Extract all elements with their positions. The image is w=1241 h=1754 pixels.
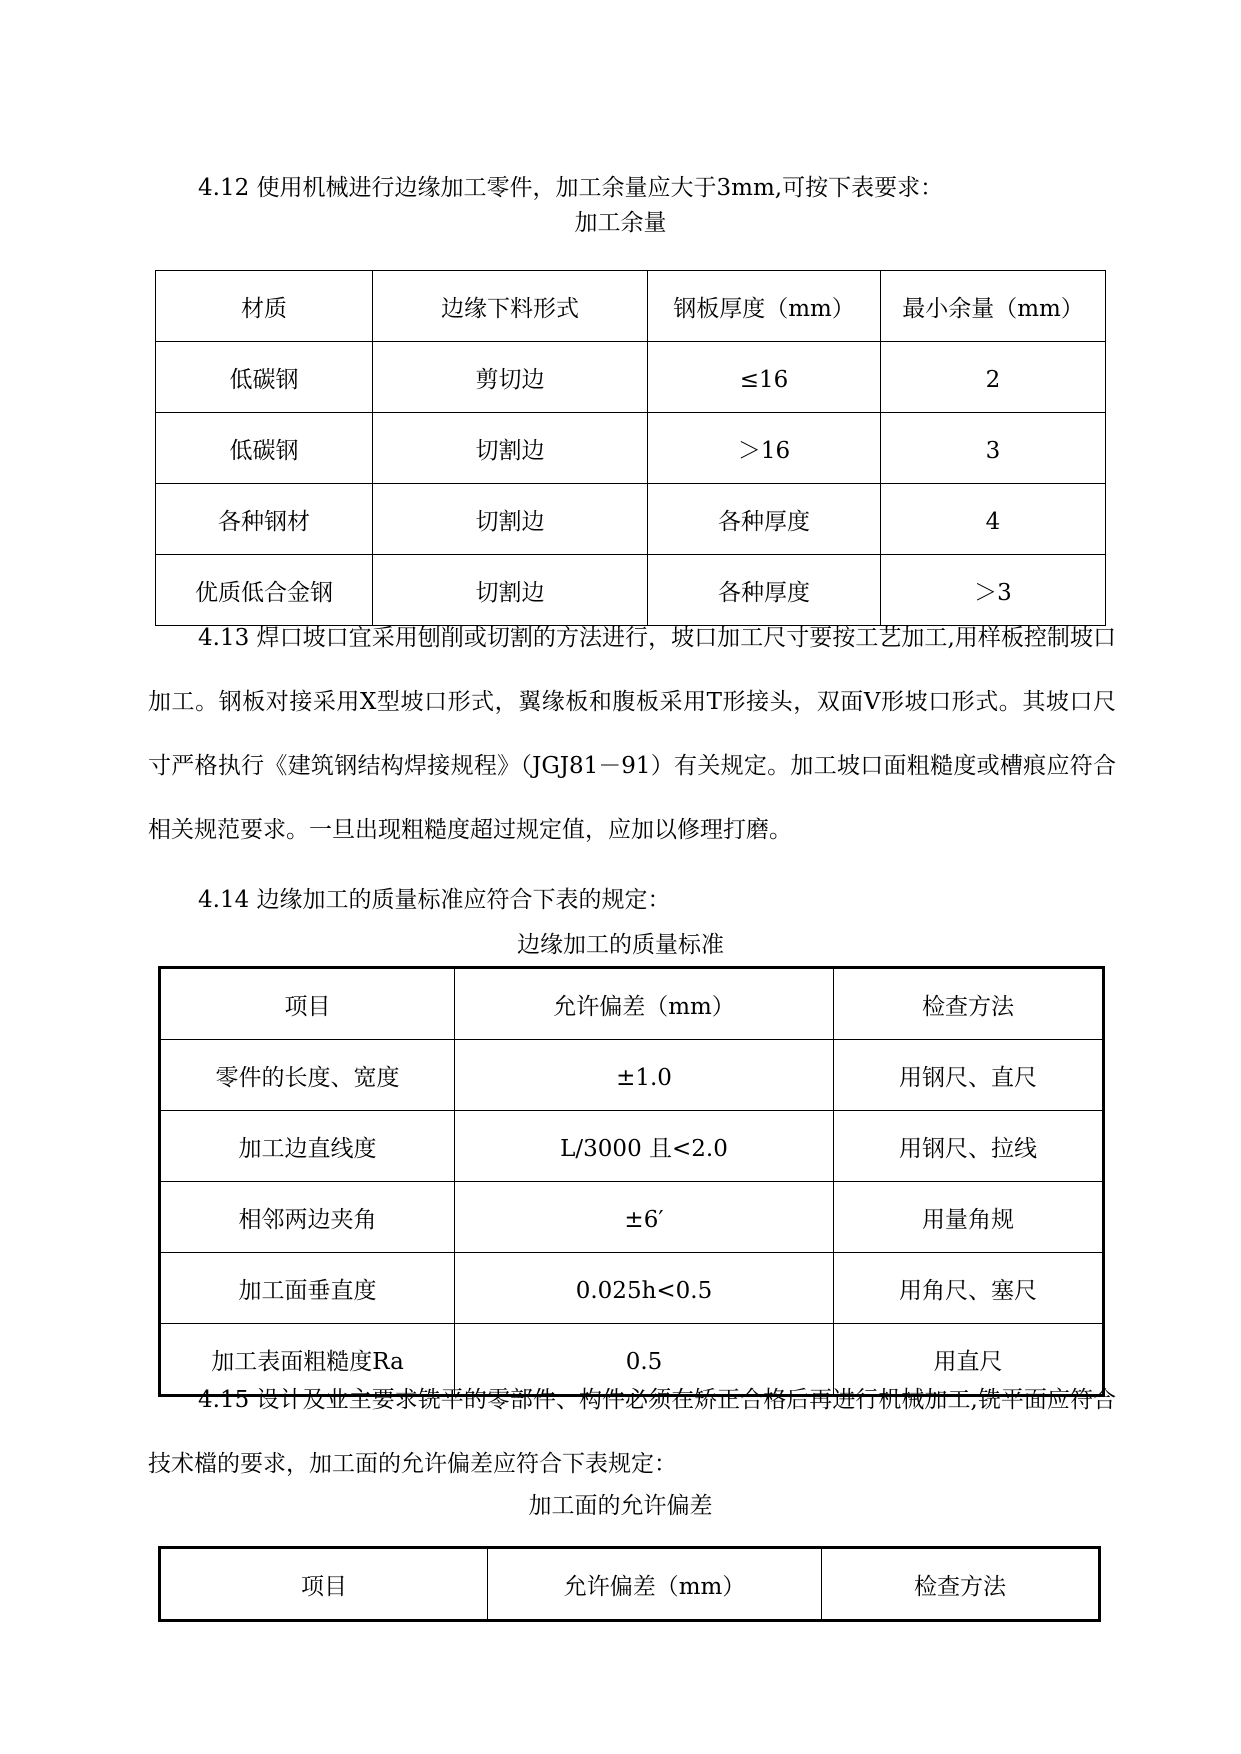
table3-header-cell: 项目: [160, 1548, 488, 1621]
table1-header-cell: 材质: [156, 271, 373, 342]
machined-surface-tolerance-table: [158, 1546, 1101, 1622]
table-cell: 用量角规: [834, 1182, 1104, 1253]
table-cell: 用角尺、塞尺: [834, 1253, 1104, 1324]
table3-header-row: [160, 1548, 1100, 1621]
table-cell: ＞16: [648, 413, 881, 484]
table-cell: 相邻两边夹角: [160, 1182, 455, 1253]
table-cell: 0.025h<0.5: [455, 1253, 834, 1324]
table3-caption: 加工面的允许偏差: [528, 1493, 713, 1519]
table2-header-cell: 项目: [160, 968, 455, 1040]
table-cell: ±1.0: [455, 1040, 834, 1111]
table-row: [160, 1253, 1104, 1324]
table-cell: 剪切边: [373, 342, 648, 413]
table-cell: 各种厚度: [648, 484, 881, 555]
table-cell: 零件的长度、宽度: [160, 1040, 455, 1111]
section-4-14-text: 4.14 边缘加工的质量标准应符合下表的规定：: [198, 887, 671, 913]
table-cell: 优质低合金钢: [156, 555, 373, 626]
table-cell: 低碳钢: [156, 342, 373, 413]
table1-header-cell: 边缘下料形式: [373, 271, 648, 342]
machining-allowance-table: [155, 270, 1106, 626]
section-4-12-text: 4.12 使用机械进行边缘加工零件，加工余量应大于3mm,可按下表要求：: [198, 175, 944, 201]
table1-header-row: [156, 271, 1106, 342]
table-row: [156, 484, 1106, 555]
table-cell: 4: [881, 484, 1106, 555]
table-row: [156, 413, 1106, 484]
table2-caption: 边缘加工的质量标准: [517, 932, 724, 958]
table-cell: 切割边: [373, 484, 648, 555]
section-4-13-text: 4.13 焊口坡口宜采用刨削或切割的方法进行，坡口加工尺寸要按工艺加工,用样板控制坡口加工。钢板对接采用X型坡口形式，翼缘板和腹板采用T形接头，双面V形坡口形式。其坡口尺寸严格执行《建筑钢结构焊接规程》（JGJ81－91）有关规定。加工坡口面粗糙度或槽痕应符合相关规范要求。一旦出现粗糙度超过规定值，应加以修理打磨。: [148, 625, 1116, 843]
section-4-15-text: 4.15 设计及业主要求铣平的零部件、构件必须在矫正合格后再进行机械加工,铣平面应符合技术檔的要求，加工面的允许偏差应符合下表规定：: [148, 1387, 1116, 1477]
table2-header-cell: 检查方法: [834, 968, 1104, 1040]
table1-header-cell: 最小余量（mm）: [881, 271, 1106, 342]
table-cell: 加工表面粗糙度Ra: [160, 1324, 455, 1396]
table1-header-cell: 钢板厚度（mm）: [648, 271, 881, 342]
table-cell: 低碳钢: [156, 413, 373, 484]
table2-header-row: [160, 968, 1104, 1040]
table-cell: ≤16: [648, 342, 881, 413]
table-row: [160, 1040, 1104, 1111]
table3-header-cell: 允许偏差（mm）: [488, 1548, 822, 1621]
table-cell: 各种厚度: [648, 555, 881, 626]
table-cell: 2: [881, 342, 1106, 413]
table-cell: 用钢尺、拉线: [834, 1111, 1104, 1182]
table-cell: 用直尺: [834, 1324, 1104, 1396]
table2-header-cell: 允许偏差（mm）: [455, 968, 834, 1040]
edge-machining-quality-table: [158, 966, 1105, 1397]
table-cell: 加工边直线度: [160, 1111, 455, 1182]
table-cell: 3: [881, 413, 1106, 484]
table-cell: 各种钢材: [156, 484, 373, 555]
table1-caption: 加工余量: [574, 210, 667, 236]
table-row: [160, 1182, 1104, 1253]
table-cell: 切割边: [373, 413, 648, 484]
table-cell: 加工面垂直度: [160, 1253, 455, 1324]
table-cell: ＞3: [881, 555, 1106, 626]
table-cell: 用钢尺、直尺: [834, 1040, 1104, 1111]
table-cell: L/3000 且<2.0: [455, 1111, 834, 1182]
table3-header-cell: 检查方法: [822, 1548, 1100, 1621]
table-row: [156, 342, 1106, 413]
table-cell: ±6′: [455, 1182, 834, 1253]
table-row: [160, 1111, 1104, 1182]
table-cell: 切割边: [373, 555, 648, 626]
table-cell: 0.5: [455, 1324, 834, 1396]
